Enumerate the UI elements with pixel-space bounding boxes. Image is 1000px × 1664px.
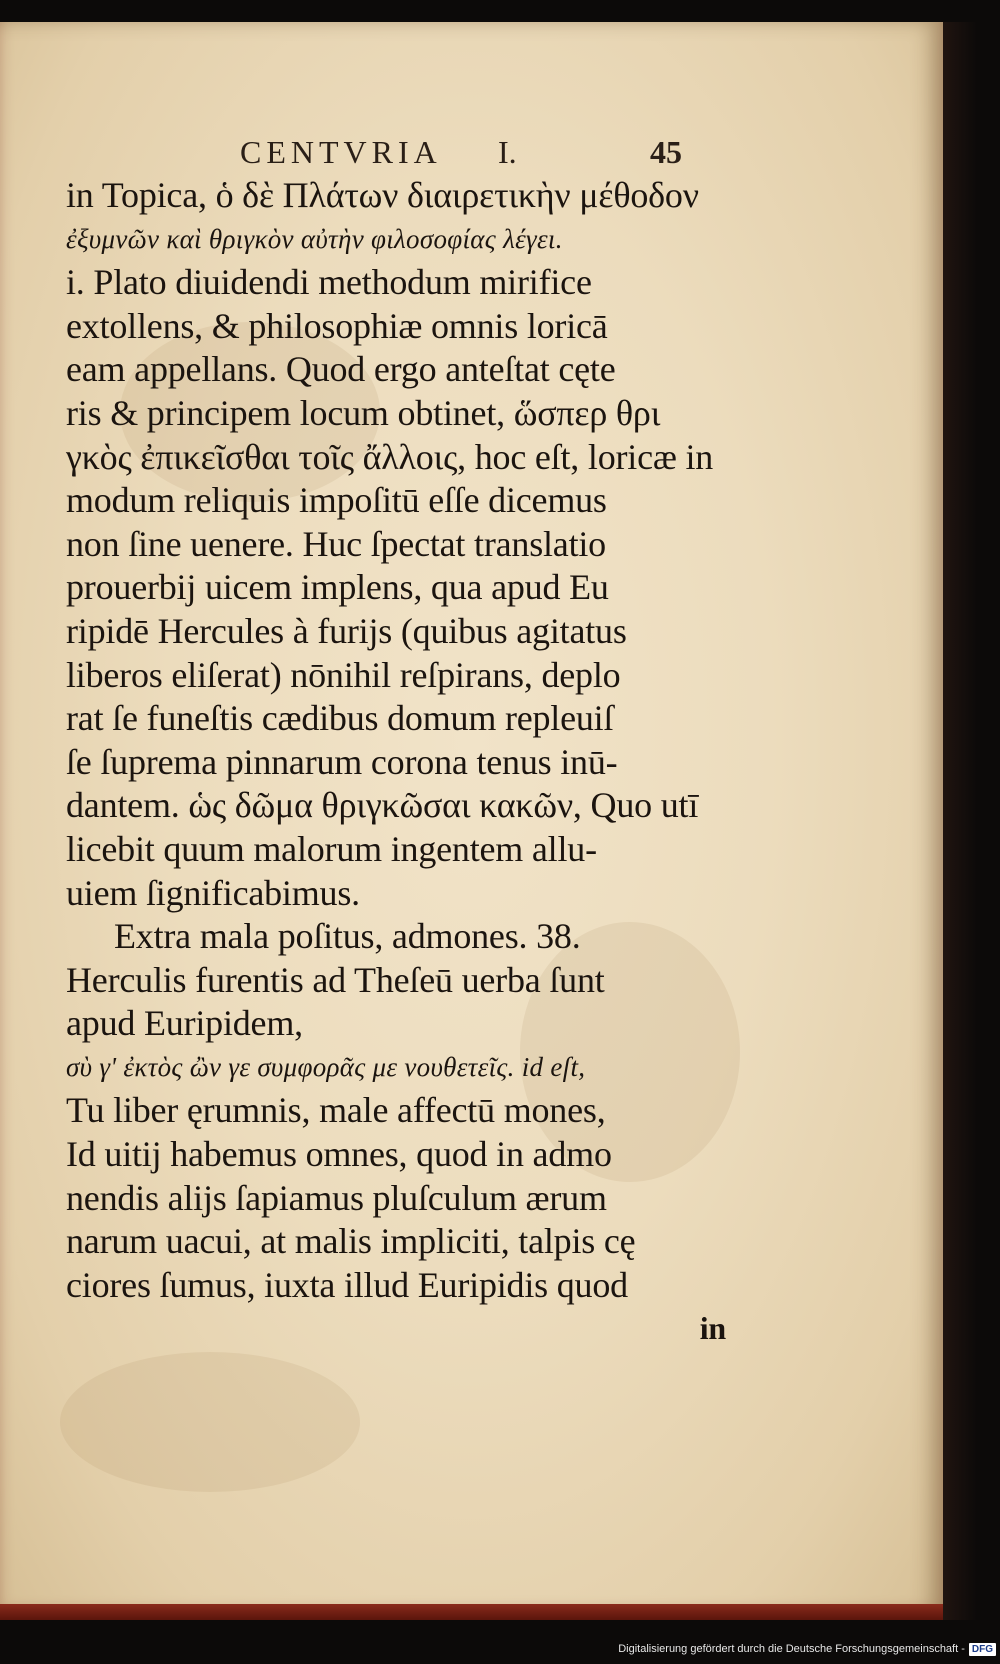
text-line: non ſine uenere. Huc ſpectat translatio (66, 523, 606, 564)
text-line: ſe ſuprema pinnarum corona tenus inū- (66, 741, 618, 782)
text-line: i. Plato diuidendi methodum mirifice (66, 262, 592, 303)
text-line: prouerbij uicem implens, qua apud Eu (66, 567, 609, 608)
text-line: γκὸς ἐπικεῖσθαι τοῖς ἄλλοις, hoc eſt, loricæ in (66, 436, 714, 477)
text-line: dantem. ὡς δῶμα θριγκῶσαι κακῶν, Quo utī (66, 785, 699, 826)
text-line: apud Euripidem, (66, 1003, 303, 1044)
running-head-number: I. (498, 134, 517, 170)
text-line: ris & principem locum obtinet, ὥσπερ θρι (66, 392, 661, 433)
text-block (66, 174, 726, 1351)
text-line: liberos eliſerat) nōnihil reſpirans, deplo (66, 654, 621, 695)
page-red-edge (0, 1604, 943, 1620)
text-line: σὺ γ' ἐκτὸς ὢν γε συμφορᾶς με νουθετεῖς. id eſt, (66, 1051, 586, 1082)
digitization-credit (556, 1643, 996, 1661)
text-line: uiem ſignificabimus. (66, 872, 360, 913)
text-line: Herculis furentis ad Theſeū uerba ſunt (66, 959, 605, 1000)
text-line: extollens, & philosophiæ omnis loricā (66, 305, 608, 346)
text-line: ciores ſumus, iuxta illud Euripidis quod (66, 1264, 628, 1305)
page-number: 45 (650, 134, 682, 170)
text-line: Tu liber ęrumnis, male affectū mones, (66, 1090, 606, 1131)
text-line: ripidē Hercules à furijs (quibus agitatus (66, 610, 627, 651)
text-line: narum uacui, at malis impliciti, talpis cę (66, 1221, 636, 1262)
paper-stain (60, 1352, 360, 1492)
text-line: ἐξυμνῶν καὶ θριγκὸν αὐτὴν φιλοσοφίας λέγει. (66, 223, 563, 254)
text-line: Id uitij habemus omnes, quod in admo (66, 1134, 612, 1175)
text-line: in Topica, ὁ δὲ Πλάτων διαιρετικὴν μέθοδον (66, 175, 699, 215)
book-gutter (943, 22, 1000, 1620)
text-line: licebit quum malorum ingentem allu- (66, 828, 597, 869)
text-line: eam appellans. Quod ergo anteſtat cęte (66, 349, 616, 390)
text-line: nendis alijs ſapiamus pluſculum ærum (66, 1177, 607, 1218)
text-line: modum reliquis impoſitū eſſe dicemus (66, 480, 607, 521)
text-line: rat ſe funeſtis cædibus domum repleuiſ (66, 698, 614, 739)
catchword: in (699, 1310, 726, 1347)
running-head-title: CENTVRIA (240, 134, 442, 170)
running-head (240, 130, 710, 174)
dfg-logo: DFG (969, 1643, 996, 1656)
credit-text: Digitalisierung gefördert durch die Deutsche Forschungsgemeinschaft - (618, 1643, 965, 1655)
book-page (0, 22, 943, 1620)
adage-heading: Extra mala poſitus, admones. 38. (114, 916, 581, 957)
